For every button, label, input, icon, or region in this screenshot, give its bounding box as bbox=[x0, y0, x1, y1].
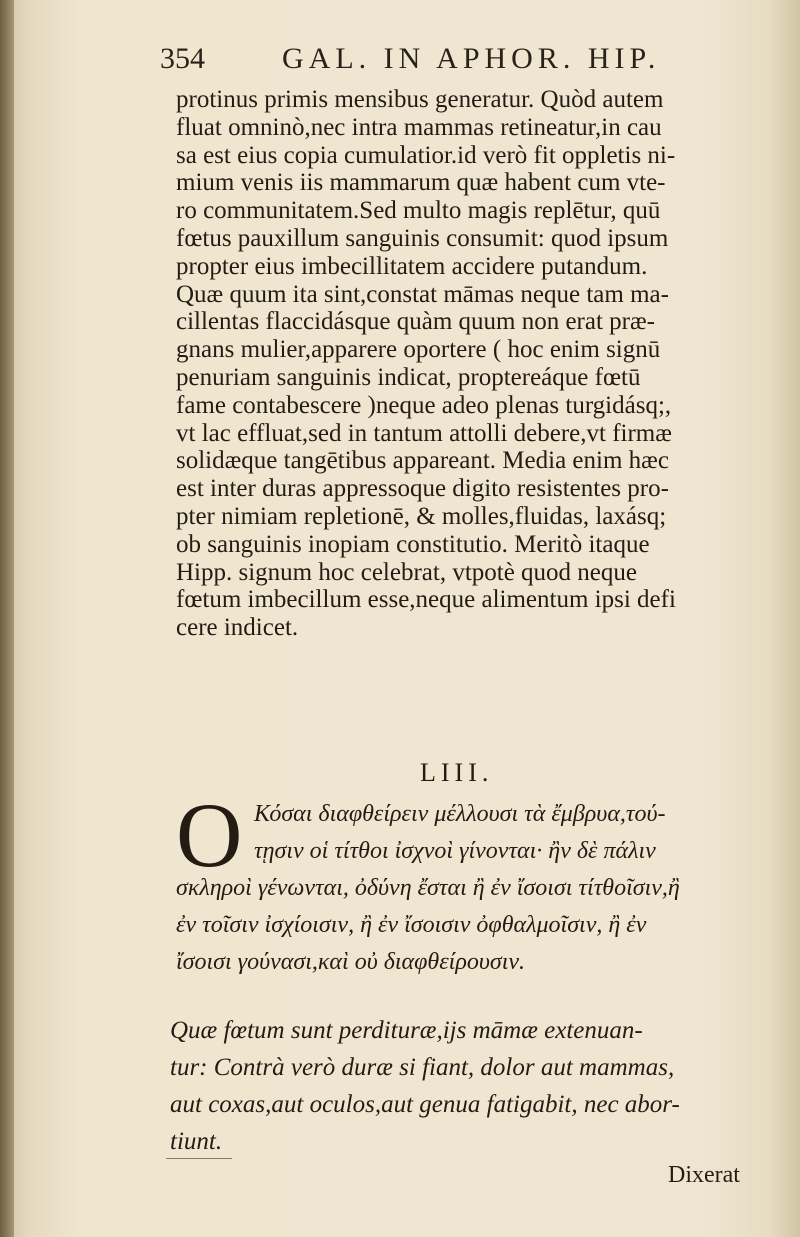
greek-aphorism bbox=[176, 784, 770, 981]
greek-line: ἴσοισι γούνασι,καὶ οὐ διαφθείρουσιν. bbox=[176, 949, 526, 975]
text-line: fluat omninò,nec intra mammas retineatur,in cau bbox=[176, 113, 662, 141]
catchword: Dixerat bbox=[668, 1162, 740, 1188]
latin-line: aut coxas,aut oculos,aut genua fatigabit, nec abor- bbox=[170, 1091, 680, 1118]
text-line: cillentas flaccidásque quàm quum non erat præ- bbox=[176, 308, 656, 336]
text-line: cere indicet. bbox=[176, 614, 299, 642]
aphorism-number: LIII. bbox=[420, 758, 494, 787]
text-line: penuriam sanguinis indicat, proptereáque fœtū bbox=[176, 363, 641, 391]
text-line: fœtus pauxillum sanguinis consumit: quod ipsum bbox=[176, 224, 669, 252]
text-line: Quæ quum ita sint,constat māmas neque tam ma- bbox=[176, 280, 669, 308]
commentary-text bbox=[176, 86, 768, 642]
greek-line: ἐν τοῖσιν ἰσχίοισιν, ἢ ἐν ἴσοισιν ὀφθαλμοῖσιν, ἢ ἐν bbox=[176, 912, 647, 938]
text-line: protinus primis mensibus generatur. Quòd autem bbox=[176, 86, 664, 113]
text-line: pter nimiam repletionē, & molles,fluidas, laxásq; bbox=[176, 502, 667, 530]
text-line: vt lac effluat,sed in tantum attolli debere,vt firmæ bbox=[176, 419, 672, 447]
binding-gutter bbox=[0, 0, 14, 1237]
latin-line: tiunt. bbox=[170, 1128, 223, 1155]
text-line: gnans mulier,apparere oportere ( hoc enim signū bbox=[176, 336, 661, 364]
greek-line: σκληροὶ γένωνται, ὀδύνη ἔσται ἢ ἐν ἴσοισι τίτθοῖσιν,ἢ bbox=[176, 875, 680, 901]
short-rule bbox=[166, 1158, 232, 1159]
greek-line: Κόσαι διαφθείρειν μέλλουσι τὰ ἔμβρυα,τού- bbox=[254, 801, 666, 827]
text-line: mium venis iis mammarum quæ habent cum vte- bbox=[176, 169, 666, 197]
text-line: est inter duras appressoque digito resistentes pro- bbox=[176, 475, 669, 503]
running-title: GAL. IN APHOR. HIP. bbox=[282, 42, 661, 75]
latin-line: Quæ fœtum sunt perdituræ,ijs māmæ extenuan- bbox=[170, 1017, 643, 1044]
text-line: fœtum imbecillum esse,neque alimentum ipsi defi bbox=[176, 586, 676, 614]
text-line: propter eius imbecillitatem accidere putandum. bbox=[176, 252, 648, 280]
page-number: 354 bbox=[160, 42, 205, 75]
drop-capital: O bbox=[176, 784, 243, 886]
latin-translation bbox=[170, 1012, 768, 1160]
text-line: sa est eius copia cumulatior.id verò fit oppletis ni- bbox=[176, 141, 676, 169]
latin-line: tur: Contrà verò duræ si fiant, dolor aut mammas, bbox=[170, 1054, 675, 1081]
text-line: fame contabescere )neque adeo plenas turgidásq;, bbox=[176, 391, 672, 419]
greek-line: τῃσιν οἱ τίτθοι ἰσχνοὶ γίνονται· ἢν δὲ πάλιν bbox=[254, 838, 656, 864]
text-line: solidæque tangētibus appareant. Media enim hæc bbox=[176, 447, 669, 475]
text-line: Hipp. signum hoc celebrat, vtpotè quod neque bbox=[176, 558, 637, 586]
page-header bbox=[160, 40, 740, 84]
text-line: ro communitatem.Sed multo magis replētur, quū bbox=[176, 197, 661, 225]
text-line: ob sanguinis inopiam constitutio. Meritò itaque bbox=[176, 530, 650, 558]
